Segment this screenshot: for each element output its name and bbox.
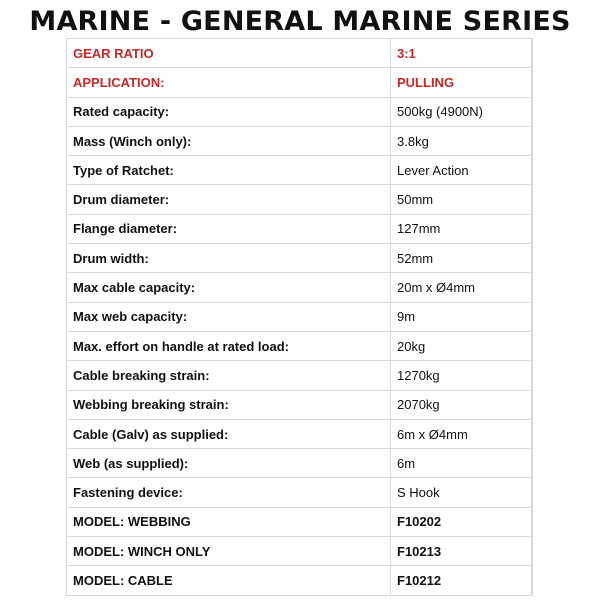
row-label: Cable (Galv) as supplied:	[67, 419, 391, 448]
table-row-web-supplied	[67, 449, 532, 478]
row-value: 500kg (4900N)	[391, 97, 532, 126]
row-label: Cable breaking strain:	[67, 361, 391, 390]
table-row-rated-capacity	[67, 97, 532, 126]
row-value: 127mm	[391, 214, 532, 243]
table-row-application	[67, 68, 532, 97]
row-value: 50mm	[391, 185, 532, 214]
row-value: 6m x Ø4mm	[391, 419, 532, 448]
row-value: 2070kg	[391, 390, 532, 419]
row-label: Flange diameter:	[67, 214, 391, 243]
specs-table-body	[67, 39, 532, 596]
table-row-fastening-device	[67, 478, 532, 507]
table-row-max-effort	[67, 331, 532, 360]
table-row-max-cable-capacity	[67, 273, 532, 302]
table-row-max-web-capacity	[67, 302, 532, 331]
row-label: APPLICATION:	[67, 68, 391, 97]
row-label: Max web capacity:	[67, 302, 391, 331]
row-value: 20m x Ø4mm	[391, 273, 532, 302]
table-row-gear-ratio	[67, 39, 532, 68]
table-row-cable-breaking-strain	[67, 361, 532, 390]
row-label: Web (as supplied):	[67, 449, 391, 478]
row-label: MODEL: CABLE	[67, 566, 391, 595]
row-label: Max cable capacity:	[67, 273, 391, 302]
table-row-model-winch-only	[67, 537, 532, 566]
row-value: S Hook	[391, 478, 532, 507]
table-row-mass	[67, 126, 532, 155]
row-label: Mass (Winch only):	[67, 126, 391, 155]
row-label: Drum diameter:	[67, 185, 391, 214]
row-label: Type of Ratchet:	[67, 156, 391, 185]
table-row-drum-diameter	[67, 185, 532, 214]
specs-table	[66, 38, 532, 596]
row-value: 52mm	[391, 244, 532, 273]
row-value: F10212	[391, 566, 532, 595]
row-label: Rated capacity:	[67, 97, 391, 126]
row-value: 6m	[391, 449, 532, 478]
table-row-flange-diameter	[67, 214, 532, 243]
row-value: F10213	[391, 537, 532, 566]
table-row-drum-width	[67, 244, 532, 273]
row-value: 3:1	[391, 39, 532, 68]
row-value: PULLING	[391, 68, 532, 97]
row-value: 3.8kg	[391, 126, 532, 155]
row-label: Fastening device:	[67, 478, 391, 507]
row-value: F10202	[391, 507, 532, 536]
table-row-cable-supplied	[67, 419, 532, 448]
table-row-model-cable	[67, 566, 532, 595]
page-title: MARINE - GENERAL MARINE SERIES	[29, 6, 571, 37]
row-value: 1270kg	[391, 361, 532, 390]
row-label: Drum width:	[67, 244, 391, 273]
row-label: GEAR RATIO	[67, 39, 391, 68]
table-row-webbing-breaking-strain	[67, 390, 532, 419]
row-label: Max. effort on handle at rated load:	[67, 331, 391, 360]
row-value: 20kg	[391, 331, 532, 360]
row-value: 9m	[391, 302, 532, 331]
row-label: Webbing breaking strain:	[67, 390, 391, 419]
row-value: Lever Action	[391, 156, 532, 185]
table-right-edge	[532, 38, 533, 595]
table-row-ratchet-type	[67, 156, 532, 185]
row-label: MODEL: WEBBING	[67, 507, 391, 536]
table-row-model-webbing	[67, 507, 532, 536]
row-label: MODEL: WINCH ONLY	[67, 537, 391, 566]
